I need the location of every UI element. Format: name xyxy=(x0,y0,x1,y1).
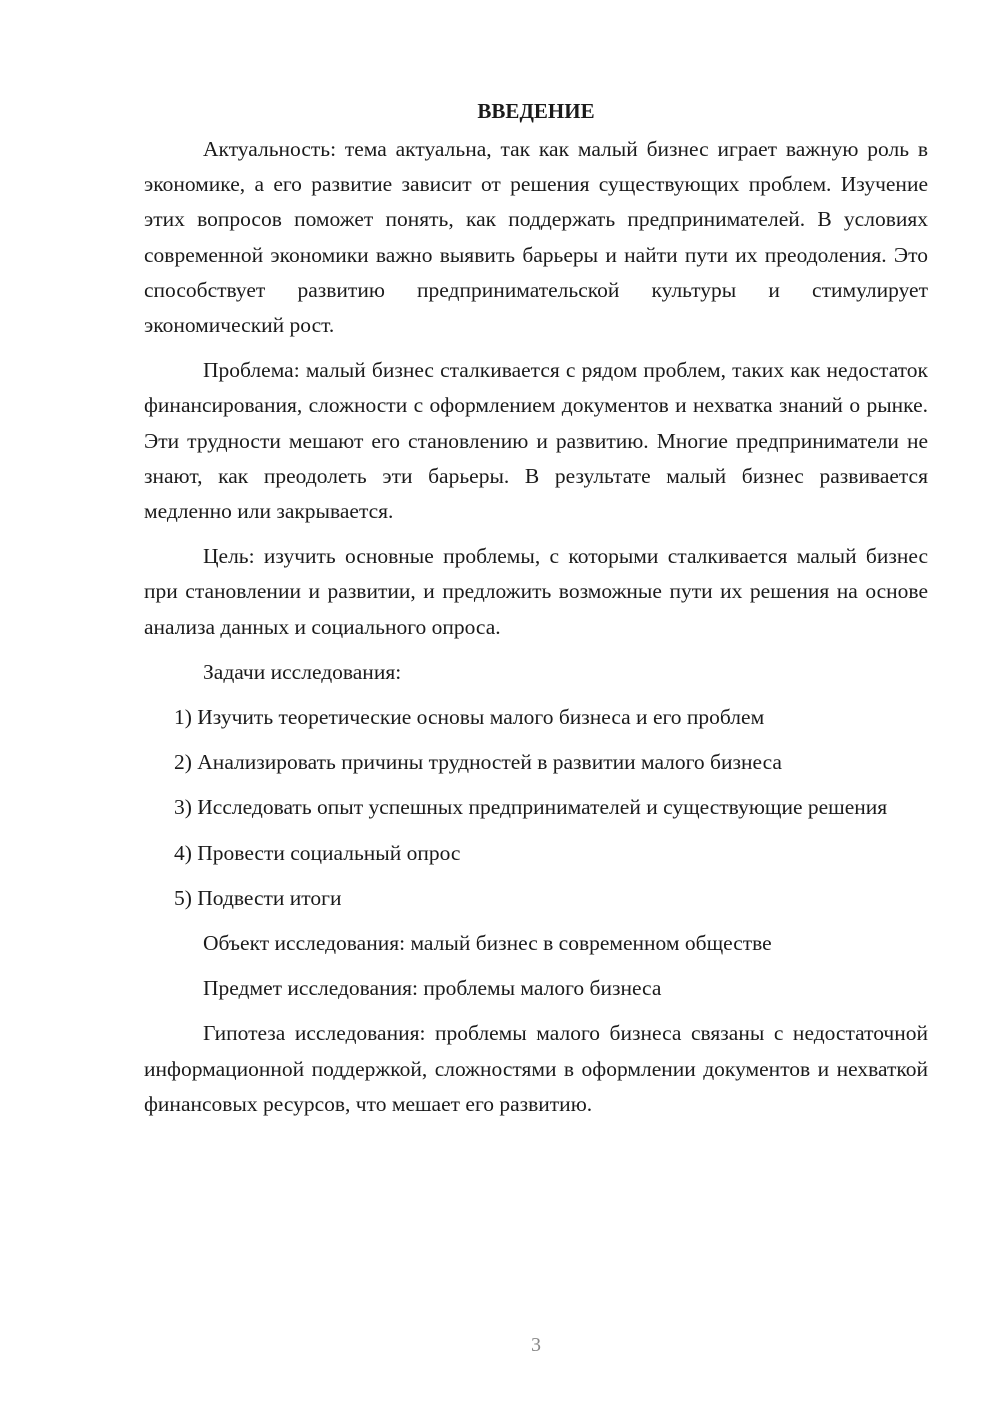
task-item-4: 4) Провести социальный опрос xyxy=(174,840,461,865)
tasks-heading: Задачи исследования: xyxy=(203,659,402,684)
paragraph-relevance: Актуальность: тема актуальна, так как малый бизнес играет важную роль в экономике, а его развитие зависит от решения существующих проблем. Изучение этих вопросов поможет понять, как поддержать предпринимателей. В условиях современной экономики важно выявить барьеры и найти пути их преодоления. Это способствует развитию предпринимательской культуры и стимулирует экономический рост. xyxy=(144,137,928,338)
paragraph-hypothesis: Гипотеза исследования: проблемы малого бизнеса связаны с недостаточной информационной поддержкой, сложностями в оформлении документов и нехваткой финансовых ресурсов, что мешает его развитию. xyxy=(144,1021,928,1116)
page-number: 3 xyxy=(531,1334,541,1356)
section-title: ВВЕДЕНИЕ xyxy=(477,99,595,123)
paragraph-subject: Предмет исследования: проблемы малого бизнеса xyxy=(203,976,662,1001)
task-item-5: 5) Подвести итоги xyxy=(174,885,342,910)
paragraph-object: Объект исследования: малый бизнес в современном обществе xyxy=(203,931,772,956)
task-item-1: 1) Изучить теоретические основы малого бизнеса и его проблем xyxy=(174,705,765,730)
document-page xyxy=(144,96,928,1132)
task-item-3: 3) Исследовать опыт успешных предпринимателей и существующие решения xyxy=(174,795,888,820)
paragraph-problem: Проблема: малый бизнес сталкивается с рядом проблем, таких как недостаток финансирования, сложности с оформлением документов и нехватка знаний о рынке. Эти трудности мешают его становлению и развитию. Многие предприниматели не знают, как преодолеть эти барьеры. В результате малый бизнес развивается медленно или закрывается. xyxy=(144,358,928,524)
paragraph-goal: Цель: изучить основные проблемы, с которыми сталкивается малый бизнес при становлении и развитии, и предложить возможные пути их решения на основе анализа данных и социального опроса. xyxy=(144,544,928,639)
task-item-2: 2) Анализировать причины трудностей в развитии малого бизнеса xyxy=(174,750,782,775)
